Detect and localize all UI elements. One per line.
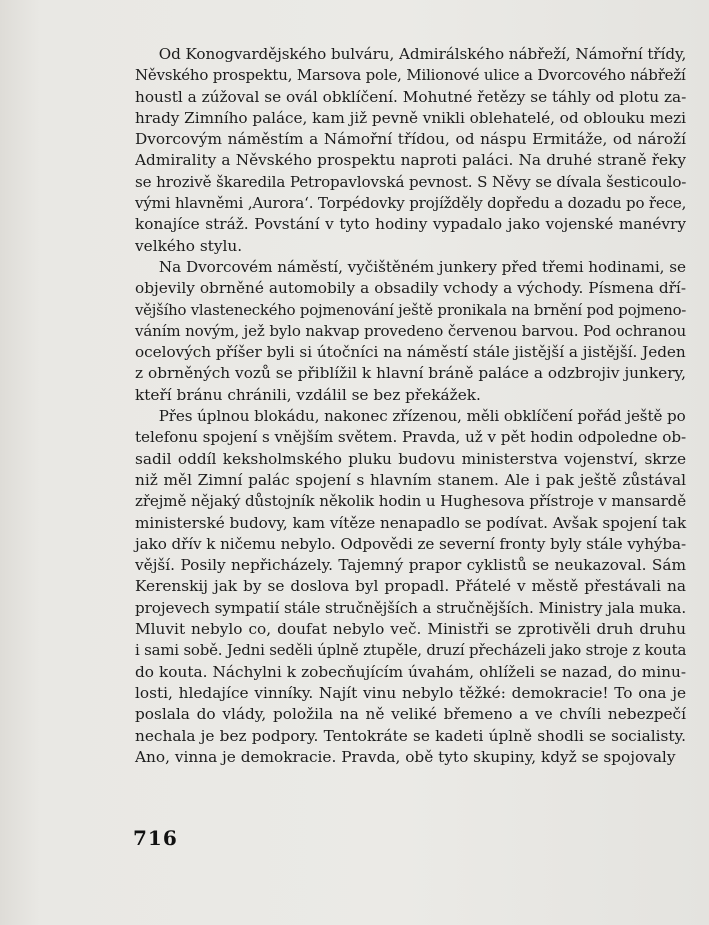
text-line: niž měl Zimní palác spojení s hlavním stanem. Ale i pak ještě zůstával [135, 470, 686, 489]
text-line: do kouta. Náchylni k zobecňujícím úvahám, ohlíželi se nazad, do minu- [135, 662, 686, 681]
page-number: 716 [133, 826, 178, 850]
text-line: velkého stylu. [135, 236, 243, 255]
text-line: Kerenskij jak by se doslova byl propadl. Přátelé v městě přestávali na [135, 577, 686, 596]
text-line: losti, hledajíce vinníky. Najít vinu nebylo těžké: demokracie! To ona je [135, 683, 686, 702]
text-line: kteří bránu chránili, vzdálil se bez překážek. [135, 385, 481, 404]
text-line: Mluvit nebylo co, doufat nebylo več. Ministři se zprotivěli druh druhu [135, 620, 686, 639]
text-line: Přes úplnou blokádu, nakonec zřízenou, měli obklíčení pořád ještě po [158, 407, 686, 426]
text-line: Na Dvorcovém náměstí, vyčištěném junkery před třemi hodinami, se [158, 257, 686, 276]
paragraph [135, 257, 686, 406]
text-line: projevech sympatií stále stručnějších a stručnějších. Ministry jala muka. [135, 598, 687, 617]
text-line: vými hlavněmi ‚Aurora‘. Torpédovky projížděly dopředu a dozadu po řece, [135, 194, 687, 213]
text-line: houstl a zúžoval se ovál obklíčení. Mohutné řetězy se táhly od plotu za- [135, 87, 687, 106]
text-line: sadil oddíl keksholmského pluku budovu ministerstva vojenství, skrze [135, 449, 686, 468]
text-line: i sami sobě. Jedni seděli úplně ztupěle, druzí přecházeli jako stroje z kouta [135, 641, 687, 660]
text-line: Něvského prospektu, Marsova pole, Milionové ulice a Dvorcového nábřeží [135, 66, 686, 85]
text-line: se hrozivě škaredila Petropavlovská pevnost. S Něvy se dívala šesticoulo- [135, 172, 687, 191]
text-line: poslala do vlády, položila na ně veliké břemeno a ve chvíli nebezpečí [135, 705, 686, 724]
text-line: Dvorcovým náměstím a Námořní třídou, od náspu Ermitáže, od nároží [135, 130, 686, 149]
text-line: vější. Posily nepřicházely. Tajemný prapor cyklistů se neukazoval. Sám [135, 556, 686, 575]
text-line: konajíce stráž. Povstání v tyto hodiny vypadalo jako vojenské manévry [135, 215, 686, 234]
body-text [135, 44, 686, 768]
text-line: váním novým, jež bylo nakvap provedeno červenou barvou. Pod ochranou [135, 321, 687, 340]
paragraph [135, 44, 686, 257]
text-line: Admirality a Něvského prospektu naproti paláci. Na druhé straně řeky [135, 151, 686, 170]
paragraph [135, 406, 686, 768]
text-line: objevily obrněné automobily a obsadily vchody a východy. Písmena dří- [135, 279, 686, 298]
text-line: z obrněných vozů se přiblížil k hlavní bráně paláce a odzbrojiv junkery, [135, 364, 686, 383]
text-line: telefonu spojení s vnějším světem. Pravda, už v pět hodin odpoledne ob- [135, 428, 687, 447]
text-line: Od Konogvardějského bulváru, Admirálského nábřeží, Námořní třídy, [158, 45, 687, 63]
text-line: vějšího vlasteneckého pojmenování ještě pronikala na brnění pod pojmeno- [135, 300, 687, 319]
text-line: nechala je bez podpory. Tentokráte se kadeti úplně shodli se socialisty. [135, 726, 686, 745]
text-line: zřejmě nějaký důstojník několik hodin u Hughesova přístroje v mansardě [135, 492, 687, 511]
text-line: jako dřív k ničemu nebylo. Odpovědi ze severní fronty byly stále vyhýba- [135, 534, 687, 553]
text-line: ministerské budovy, kam vítěze nenapadlo se podívat. Avšak spojení tak [135, 513, 687, 532]
text-line: Ano, vinna je demokracie. Pravda, obě tyto skupiny, když se spojovaly [135, 747, 676, 766]
text-line: ocelových příšer byli si útočníci na náměstí stále jistější a jistější. Jeden [135, 343, 686, 362]
text-line: hrady Zimního paláce, kam již pevně vnikli oblehatelé, od oblouku mezi [135, 108, 686, 127]
